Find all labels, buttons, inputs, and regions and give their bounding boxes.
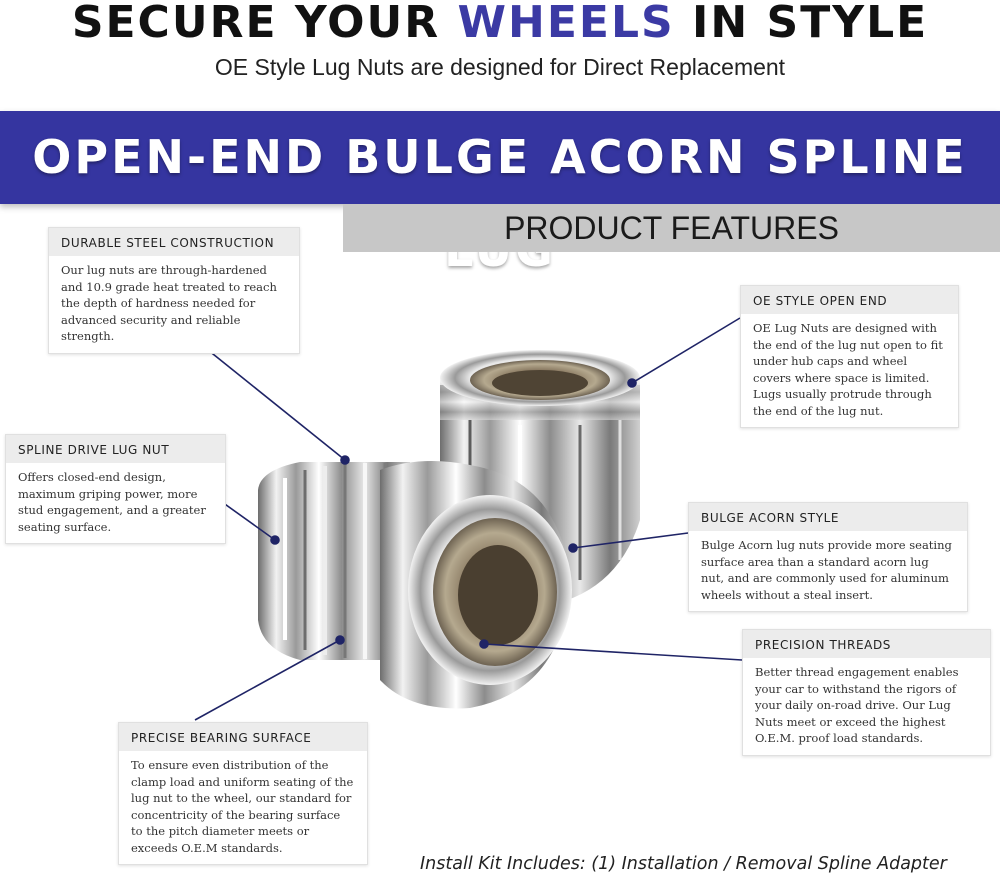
feature-title: DURABLE STEEL CONSTRUCTION xyxy=(49,228,299,256)
callout-dot-open-end xyxy=(628,379,636,387)
feature-body: Bulge Acorn lug nuts provide more seating surface area than a standard acorn lug nut, and are commonly used for aluminum wheels without a steal insert. xyxy=(701,538,952,602)
feature-body: To ensure even distribution of the clamp load and uniform seating of the lug nut to the wheel, our standard for concentricity of the bearing surface to the pitch diameter meets or exceeds O.E.M standards. xyxy=(131,758,354,855)
headline-accent: WHEELS xyxy=(457,0,675,48)
feature-card-bulge-acorn xyxy=(688,502,968,612)
feature-title: BULGE ACORN STYLE xyxy=(689,503,967,531)
callout-line-threads xyxy=(484,644,742,660)
feature-card-precise-bearing xyxy=(118,722,368,865)
subheadline: OE Style Lug Nuts are designed for Direct Replacement xyxy=(214,54,786,80)
headline-part1: SECURE YOUR xyxy=(71,0,441,48)
callout-line-durable xyxy=(208,350,345,460)
features-title: PRODUCT FEATURES xyxy=(504,210,839,246)
headline-part2: IN STYLE xyxy=(692,0,929,48)
feature-body: Better thread engagement enables your car to withstand the rigors of your daily on-road drive. Our Lug Nuts meet or exceed the highest O.E.M. proof load standards. xyxy=(755,665,959,745)
callout-line-open-end xyxy=(632,318,740,383)
feature-title: OE STYLE OPEN END xyxy=(741,286,958,314)
callout-line-spline xyxy=(222,502,275,540)
callout-line-bearing xyxy=(195,640,340,720)
feature-card-oe-open-end xyxy=(740,285,959,428)
callout-dot-spline xyxy=(271,536,279,544)
feature-card-durable-steel xyxy=(48,227,300,354)
feature-card-precision-threads xyxy=(742,629,991,756)
feature-body: Offers closed-end design, maximum griping power, more stud engagement, and a greater seating surface. xyxy=(18,470,206,534)
feature-body: Our lug nuts are through-hardened and 10.9 grade heat treated to reach the depth of hardness needed for advanced security and reliable strength. xyxy=(61,263,277,343)
feature-title: PRECISE BEARING SURFACE xyxy=(119,723,367,751)
callout-dot-bulge xyxy=(569,544,577,552)
callout-dot-durable xyxy=(341,456,349,464)
callout-dot-bearing xyxy=(336,636,344,644)
feature-title: SPLINE DRIVE LUG NUT xyxy=(6,435,225,463)
banner-title: OPEN-END BULGE ACORN SPLINE xyxy=(32,130,968,184)
callout-dot-threads xyxy=(480,640,488,648)
feature-body: OE Lug Nuts are designed with the end of the lug nut open to fit under hub caps and wheel covers where space is limited. Lugs usually protrude through the end of the lug nut. xyxy=(753,321,943,418)
feature-card-spline-drive xyxy=(5,434,226,544)
install-kit-note: Install Kit Includes: (1) Installation / Removal Spline Adapter xyxy=(420,854,947,874)
callout-line-bulge xyxy=(573,533,688,548)
feature-title: PRECISION THREADS xyxy=(743,630,990,658)
